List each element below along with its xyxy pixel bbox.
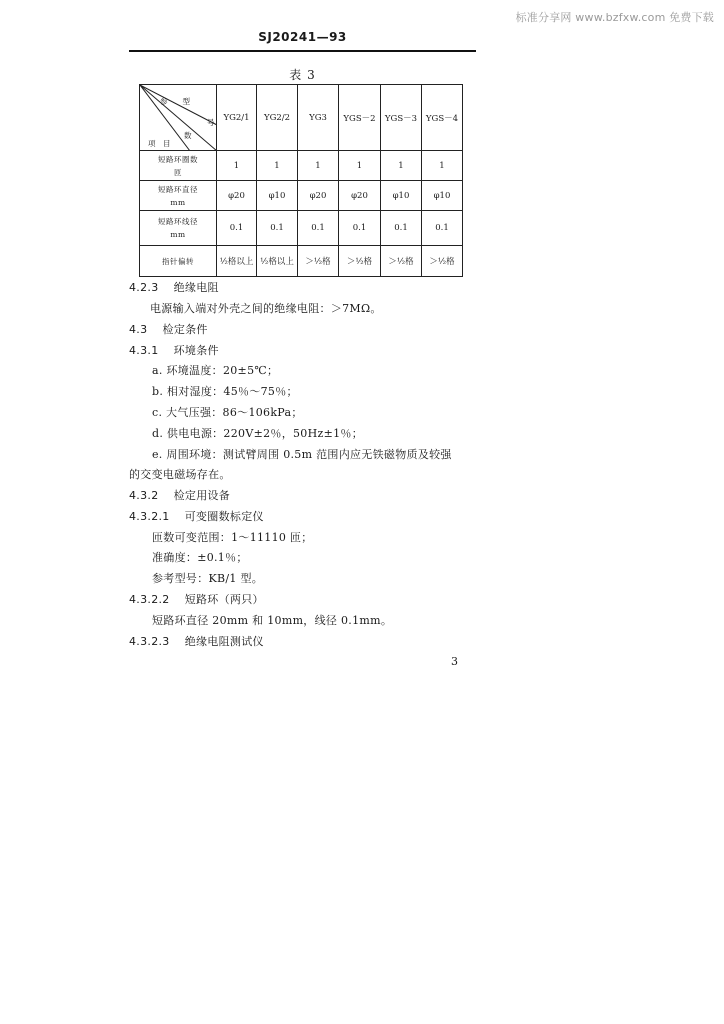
section-heading: 4.3.2.3 绝缘电阻测试仪: [129, 635, 264, 648]
table-row: [140, 151, 463, 181]
watermark: 标准分享网 www.bzfxw.com 免费下载: [515, 11, 714, 24]
corner-right-label: 号: [207, 118, 215, 127]
table-cell: 0.1: [257, 211, 298, 246]
table-cell: φ10: [381, 181, 422, 211]
corner-bottom-label: 项 目: [148, 139, 171, 148]
row-label: 指针偏转: [140, 246, 217, 277]
table-cell: ½格以上: [217, 246, 257, 277]
table-row: [140, 246, 463, 277]
body-line: 参考型号：KB/1 型。: [152, 572, 264, 585]
table-cell: ＞½格: [381, 246, 422, 277]
table-corner-cell: [140, 85, 217, 151]
body-line: a. 环境温度：20±5℃；: [152, 364, 279, 377]
row-label: 短路环圈数 匝: [140, 151, 217, 181]
table-cell: ＞½格: [422, 246, 463, 277]
body-line: 电源输入端对外壳之间的绝缘电阻：＞7MΩ。: [150, 302, 382, 315]
page-number: 3: [451, 655, 458, 668]
section-heading: 4.3 检定条件: [129, 323, 208, 336]
table-cell: ＞½格: [339, 246, 381, 277]
body-line: 匝数可变范围：1～11110 匝；: [152, 531, 313, 544]
body-line: 准确度：±0.1％；: [152, 551, 248, 564]
column-header: YGS－3: [381, 85, 422, 151]
column-header: YG2/1: [217, 85, 257, 151]
body-line: d. 供电电源：220V±2％，50Hz±1％；: [152, 427, 363, 440]
table-row: [140, 181, 463, 211]
table-cell: 1: [217, 151, 257, 181]
row-label: 短路环线径 mm: [140, 211, 217, 246]
table-cell: φ20: [339, 181, 381, 211]
table-row: [140, 211, 463, 246]
document-code: SJ20241—93: [258, 30, 347, 44]
section-heading: 4.3.1 环境条件: [129, 344, 219, 357]
table-cell: φ10: [422, 181, 463, 211]
column-header: YG2/2: [257, 85, 298, 151]
table-cell: 0.1: [422, 211, 463, 246]
column-header: YG3: [298, 85, 339, 151]
table-cell: 1: [422, 151, 463, 181]
table-cell: ½格以上: [257, 246, 298, 277]
table-cell: 0.1: [339, 211, 381, 246]
corner-mid-label: 数: [184, 131, 192, 140]
table-cell: ＞½格: [298, 246, 339, 277]
body-line: c. 大气压强：86～106kPa；: [152, 406, 303, 419]
column-header: YGS－2: [339, 85, 381, 151]
corner-top-label: 参 型: [160, 97, 190, 106]
table-cell: 0.1: [381, 211, 422, 246]
table-cell: φ10: [257, 181, 298, 211]
section-heading: 4.3.2.1 可变圈数标定仪: [129, 510, 264, 523]
body-line: e. 周围环境：测试臂周围 0.5m 范围内应无铁磁物质及较强: [152, 448, 452, 461]
section-heading: 4.2.3 绝缘电阻: [129, 281, 219, 294]
body-line: 的交变电磁场存在。: [129, 468, 231, 481]
section-heading: 4.3.2 检定用设备: [129, 489, 231, 502]
table-cell: 1: [257, 151, 298, 181]
spec-table: [139, 84, 463, 277]
table-cell: 0.1: [217, 211, 257, 246]
section-heading: 4.3.2.2 短路环（两只）: [129, 593, 264, 606]
table-cell: 1: [339, 151, 381, 181]
header-rule: [129, 50, 476, 52]
table-cell: 1: [381, 151, 422, 181]
table-cell: φ20: [217, 181, 257, 211]
table-cell: φ20: [298, 181, 339, 211]
body-line: 短路环直径 20mm 和 10mm，线径 0.1mm。: [152, 614, 393, 627]
body-line: b. 相对湿度：45％～75％；: [152, 385, 298, 398]
column-header: YGS－4: [422, 85, 463, 151]
table-cell: 0.1: [298, 211, 339, 246]
row-label: 短路环直径 mm: [140, 181, 217, 211]
table-cell: 1: [298, 151, 339, 181]
table-title: 表 3: [289, 68, 316, 82]
